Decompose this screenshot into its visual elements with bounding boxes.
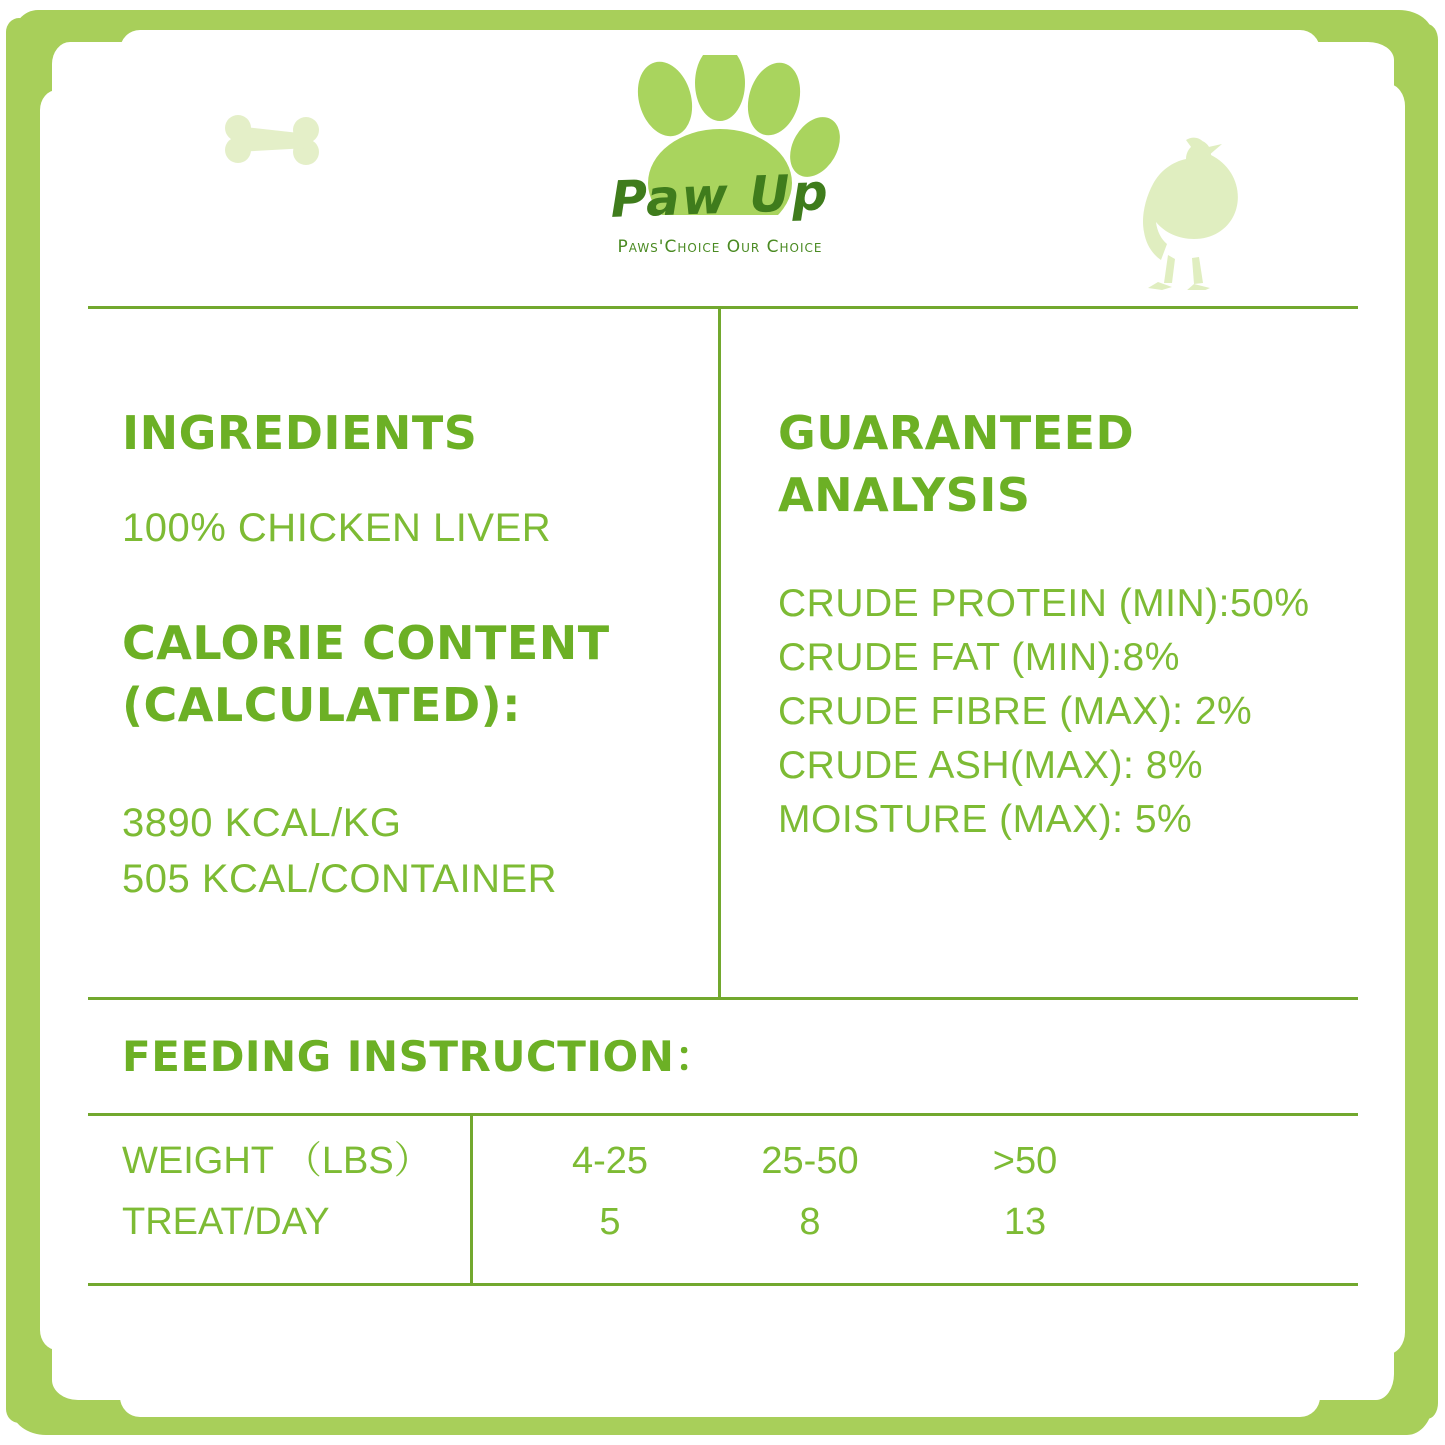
divider-vertical-main bbox=[718, 306, 721, 997]
table-row-label-weight: WEIGHT （LBS） bbox=[122, 1140, 432, 1182]
divider-bottom bbox=[88, 1283, 1358, 1286]
brand-tagline: Paws'Choice Our Choice bbox=[617, 237, 823, 257]
divider-mid bbox=[88, 997, 1358, 1000]
calorie-content-values bbox=[122, 795, 557, 907]
calorie-content-title: CALORIE CONTENT (CALCULATED): bbox=[122, 616, 610, 732]
table-cell-treats-1: 5 bbox=[599, 1201, 621, 1243]
ingredients-title: INGREDIENTS bbox=[122, 406, 478, 460]
guaranteed-analysis-values bbox=[778, 577, 1310, 847]
divider-top bbox=[88, 306, 1358, 309]
table-cell-weight-2: 25-50 bbox=[761, 1140, 859, 1182]
guaranteed-analysis-title: GUARANTEED ANALYSIS bbox=[778, 406, 1135, 522]
analysis-line: CRUDE PROTEIN (MIN):50% bbox=[778, 582, 1310, 625]
table-cell-treats-3: 13 bbox=[1003, 1201, 1047, 1243]
table-cell-weight-3: >50 bbox=[992, 1140, 1058, 1182]
analysis-line: CRUDE FAT (MIN):8% bbox=[778, 636, 1180, 679]
bone-icon bbox=[222, 112, 322, 168]
brand-name: Paw Up bbox=[609, 163, 831, 229]
chicken-icon bbox=[1100, 130, 1250, 290]
analysis-line: CRUDE ASH(MAX): 8% bbox=[778, 744, 1204, 787]
calorie-line: 505 KCAL/CONTAINER bbox=[122, 857, 558, 901]
table-cell-treats-2: 8 bbox=[799, 1201, 821, 1243]
calorie-line: 3890 KCAL/KG bbox=[122, 801, 402, 845]
table-cell-weight-1: 4-25 bbox=[571, 1140, 649, 1182]
brand-logo bbox=[575, 55, 865, 285]
feeding-instruction-title: FEEDING INSTRUCTION： bbox=[122, 1032, 717, 1081]
analysis-line: MOISTURE (MAX): 5% bbox=[778, 798, 1193, 841]
ingredients-text: 100% CHICKEN LIVER bbox=[122, 506, 552, 550]
divider-vertical-table bbox=[470, 1113, 473, 1283]
table-row-label-treats: TREAT/DAY bbox=[122, 1201, 330, 1243]
divider-table-header bbox=[88, 1113, 1358, 1116]
analysis-line: CRUDE FIBRE (MAX): 2% bbox=[778, 690, 1253, 733]
